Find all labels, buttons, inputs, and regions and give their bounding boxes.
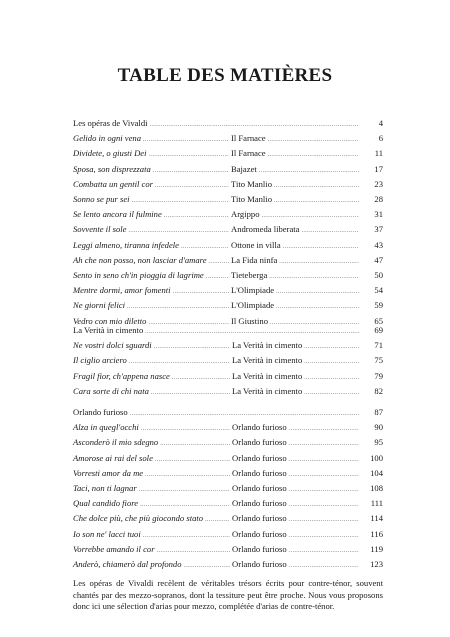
toc-entry xyxy=(73,269,383,282)
dot-leader xyxy=(151,385,230,398)
aria-title: Il ciglio arciero xyxy=(73,355,127,366)
page-title: TABLE DES MATIÈRES xyxy=(117,65,333,86)
aria-title: Alza in quegl'occhi xyxy=(73,422,139,433)
aria-title: Anderò, chiamerò dal profondo xyxy=(73,559,182,569)
opera-name: Orlando furioso xyxy=(232,467,287,478)
dot-leader xyxy=(262,208,360,221)
dot-leader xyxy=(268,132,359,145)
opera-name: Tito Manlio xyxy=(231,178,272,189)
dot-leader xyxy=(209,254,229,267)
aria-title: Leggi almeno, tiranna infedele xyxy=(73,239,179,250)
dot-leader xyxy=(128,223,229,236)
toc-page-number: 123 xyxy=(370,559,383,569)
aria-title: Vorrebbe amando il cor xyxy=(73,543,155,554)
aria-title: Mentre dormi, amor fomenti xyxy=(73,285,171,296)
toc-page-number: 50 xyxy=(374,270,383,280)
opera-name: Orlando furioso xyxy=(232,498,287,509)
toc-section-heading xyxy=(73,324,383,337)
toc-page-number: 119 xyxy=(370,543,383,554)
opera-name: Il Farnace xyxy=(231,148,266,159)
dot-leader xyxy=(276,284,359,297)
dot-leader xyxy=(155,178,229,191)
dot-leader xyxy=(173,284,229,297)
toc-entry xyxy=(73,239,383,252)
aria-title: Taci, non ti lagnar xyxy=(73,483,137,493)
toc-entry xyxy=(73,436,383,449)
dot-leader xyxy=(304,385,359,398)
aria-title: Vedro con mio diletto xyxy=(73,315,147,326)
dot-leader xyxy=(184,558,230,571)
toc-page-number: 71 xyxy=(374,340,383,351)
opera-name: Orlando furioso xyxy=(232,528,287,539)
opera-name: Orlando furioso xyxy=(232,559,287,569)
toc-entry xyxy=(73,208,383,221)
opera-name: Ottone in villa xyxy=(231,239,281,250)
dot-leader xyxy=(304,339,359,352)
toc-entry xyxy=(73,193,383,206)
dot-leader xyxy=(149,147,229,160)
toc-entry xyxy=(73,299,383,312)
toc-page-number: 47 xyxy=(374,254,383,265)
toc-entry xyxy=(73,254,383,267)
intro-paragraph: Les opéras de Vivaldi recèlent de véritables trésors écrits pour contre-ténor, souvent chantés par des mezzo-sopranos, dont la tessiture peut être proche. Nous vous proposons donc ici une sélection d'arias pour mezzo, complétée d'arias de contre-ténor. xyxy=(73,578,383,611)
toc-entry xyxy=(73,512,383,525)
aria-title: Asconderò il mio sdegno xyxy=(73,437,159,448)
opera-name: Orlando furioso xyxy=(232,452,287,463)
toc-page-number: 90 xyxy=(374,422,383,433)
toc-entry xyxy=(73,385,383,398)
dot-leader xyxy=(289,436,359,449)
toc-page-number: 23 xyxy=(374,178,383,189)
toc-entry xyxy=(73,497,383,510)
opera-name: Argippo xyxy=(231,209,260,220)
opera-name: Orlando furioso xyxy=(232,437,287,448)
toc-page-number: 31 xyxy=(374,209,383,220)
dot-leader xyxy=(304,354,359,367)
aria-title: Cara sorte di chi nata xyxy=(73,385,149,396)
opera-name: La Fida ninfa xyxy=(231,254,278,265)
dot-leader xyxy=(289,452,359,465)
aria-title: Combatta un gentil cor xyxy=(73,178,153,189)
aria-title: Che dolce più, che più giocondo stato xyxy=(73,513,204,524)
dot-leader xyxy=(141,421,230,434)
dot-leader xyxy=(139,482,230,495)
dot-leader xyxy=(289,543,359,556)
dot-leader xyxy=(160,436,230,449)
aria-title: Sovvente il sole xyxy=(73,224,127,235)
toc-entry xyxy=(73,370,383,383)
toc-page-number: 75 xyxy=(374,355,383,366)
toc-heading-text: Orlando furioso xyxy=(73,407,128,417)
toc-page-number: 43 xyxy=(374,239,383,250)
opera-name: Tieteberga xyxy=(231,270,268,280)
toc-page-number: 28 xyxy=(374,194,383,204)
aria-title: Se lento ancora il fulmine xyxy=(73,209,162,220)
aria-title: Sposa, son disprezzata xyxy=(73,163,151,174)
dot-leader xyxy=(269,269,359,282)
toc-entry xyxy=(73,339,383,352)
opera-name: Orlando furioso xyxy=(232,513,287,524)
toc-entry xyxy=(73,543,383,556)
toc-page-number: 79 xyxy=(374,370,383,381)
toc-page-number: 17 xyxy=(374,163,383,174)
toc-page-number: 54 xyxy=(374,285,383,296)
toc-entry xyxy=(73,467,383,480)
opera-name: La Verità in cimento xyxy=(232,385,303,396)
toc-heading-text: Les opéras de Vivaldi xyxy=(73,118,148,128)
toc-entry xyxy=(73,132,383,145)
toc-page-number: 82 xyxy=(374,385,383,396)
opera-name: Il Farnace xyxy=(231,133,266,144)
dot-leader xyxy=(140,497,230,510)
toc-entry xyxy=(73,354,383,367)
opera-name: La Verità in cimento xyxy=(232,340,303,351)
dot-leader xyxy=(259,163,359,176)
dot-leader xyxy=(289,421,359,434)
opera-name: La Verità in cimento xyxy=(232,355,303,366)
toc-page-number: 100 xyxy=(370,452,383,463)
toc-entry xyxy=(73,147,383,160)
dot-leader xyxy=(145,324,359,337)
dot-leader xyxy=(181,239,229,252)
dot-leader xyxy=(274,193,359,206)
aria-title: Sonno se pur sei xyxy=(73,194,130,204)
aria-title: Sento in seno ch'in pioggia di lagrime xyxy=(73,270,204,280)
toc-page-number: 111 xyxy=(370,498,383,509)
dot-leader xyxy=(289,512,359,525)
toc-page-number: 59 xyxy=(374,300,383,311)
toc-page-number: 11 xyxy=(374,148,383,159)
dot-leader xyxy=(279,254,359,267)
toc-heading-text: La Verità in cimento xyxy=(73,325,144,335)
aria-title: Dividete, o giusti Dei xyxy=(73,148,147,159)
toc-page-number: 108 xyxy=(370,483,383,493)
opera-name: L'Olimpiade xyxy=(231,300,275,311)
dot-leader xyxy=(289,497,359,510)
dot-leader xyxy=(289,558,359,571)
dot-leader xyxy=(154,339,230,352)
dot-leader xyxy=(143,528,230,541)
toc-entry xyxy=(73,284,383,297)
toc-entry xyxy=(73,163,383,176)
dot-leader xyxy=(150,117,360,130)
dot-leader xyxy=(206,269,229,282)
dot-leader xyxy=(132,193,229,206)
aria-title: Gelido in ogni vena xyxy=(73,133,142,144)
toc-section-heading xyxy=(73,406,383,419)
opera-name: La Verità in cimento xyxy=(232,370,303,381)
aria-title: Vorresti amor da me xyxy=(73,467,144,478)
toc-entry xyxy=(73,223,383,236)
dot-leader xyxy=(172,370,230,383)
dot-leader xyxy=(268,147,359,160)
aria-title: Amorose ai rai del sole xyxy=(73,452,153,463)
toc-section-heading xyxy=(73,117,383,130)
toc-entry xyxy=(73,178,383,191)
dot-leader xyxy=(157,543,230,556)
dot-leader xyxy=(304,370,359,383)
toc-entry xyxy=(73,421,383,434)
toc-page-number: 87 xyxy=(374,407,383,417)
toc-page-number: 116 xyxy=(370,528,383,539)
dot-leader xyxy=(274,178,359,191)
toc-page-number: 69 xyxy=(374,325,383,335)
opera-name: Orlando furioso xyxy=(232,483,287,493)
dot-leader xyxy=(145,467,230,480)
dot-leader xyxy=(129,354,230,367)
dot-leader xyxy=(289,482,359,495)
aria-title: Ne giorni felici xyxy=(73,300,126,311)
opera-name: Il Giustino xyxy=(231,315,269,326)
dot-leader xyxy=(155,452,230,465)
dot-leader xyxy=(164,208,229,221)
dot-leader xyxy=(205,512,230,525)
aria-title: Fragil fior, ch'appena nasce xyxy=(73,370,170,381)
opera-name: Orlando furioso xyxy=(232,422,287,433)
aria-title: Io son ne' lacci tuoi xyxy=(73,528,141,539)
dot-leader xyxy=(153,163,229,176)
toc-page-number: 6 xyxy=(378,133,383,144)
dot-leader xyxy=(143,132,229,145)
aria-title: Ne vostri dolci sguardi xyxy=(73,340,152,351)
dot-leader xyxy=(127,299,229,312)
opera-name: L'Olimpiade xyxy=(231,285,275,296)
toc-page-number: 104 xyxy=(370,467,383,478)
opera-name: Andromeda liberata xyxy=(231,224,300,235)
toc-page-number: 95 xyxy=(374,437,383,448)
dot-leader xyxy=(301,223,359,236)
dot-leader xyxy=(130,406,359,419)
opera-name: Orlando furioso xyxy=(232,543,287,554)
opera-name: Tito Manlio xyxy=(231,194,272,204)
toc-entry xyxy=(73,452,383,465)
aria-title: Ah che non posso, non lasciar d'amare xyxy=(73,254,207,265)
aria-title: Qual candido fiore xyxy=(73,498,139,509)
dot-leader xyxy=(289,528,359,541)
toc-page-number: 114 xyxy=(370,513,383,524)
toc-page-number: 37 xyxy=(374,224,383,235)
toc-page-number: 4 xyxy=(378,118,383,128)
toc-page-number: 65 xyxy=(374,315,383,326)
dot-leader xyxy=(283,239,359,252)
toc-entry xyxy=(73,558,383,571)
toc-entry xyxy=(73,528,383,541)
opera-name: Bajazet xyxy=(231,163,257,174)
dot-leader xyxy=(276,299,359,312)
dot-leader xyxy=(289,467,359,480)
toc-entry xyxy=(73,482,383,495)
